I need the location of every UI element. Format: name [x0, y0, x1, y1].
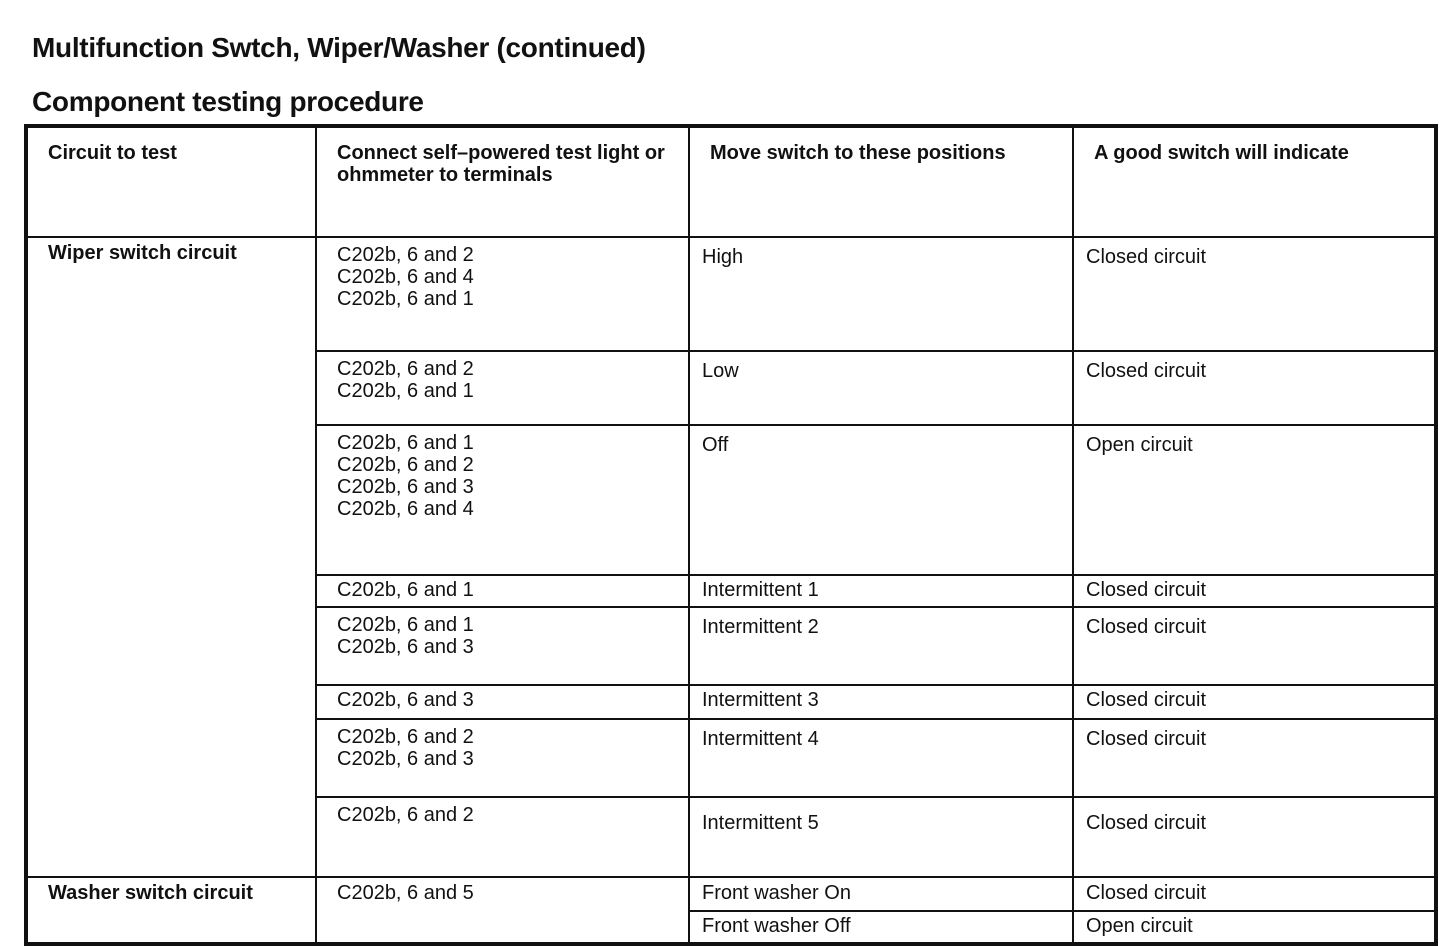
- terminal-pair: C202b, 6 and 1: [337, 614, 474, 636]
- terminals-cell: [316, 685, 689, 719]
- terminal-pair: C202b, 6 and 4: [337, 498, 474, 520]
- terminal-pair: C202b, 6 and 1: [337, 380, 474, 402]
- expected-result: Closed circuit: [1073, 607, 1436, 685]
- terminal-pair: C202b, 6 and 1: [337, 579, 474, 601]
- switch-position: Intermittent 1: [689, 575, 1073, 607]
- table-row: [26, 237, 1436, 351]
- expected-result: Closed circuit: [1073, 719, 1436, 797]
- switch-position: Front washer Off: [689, 911, 1073, 944]
- terminal-pair: C202b, 6 and 3: [337, 748, 474, 770]
- expected-result: Closed circuit: [1073, 877, 1436, 911]
- circuit-label: Wiper switch circuit: [48, 242, 237, 264]
- terminals-cell: [316, 351, 689, 425]
- terminal-pair: C202b, 6 and 4: [337, 266, 474, 288]
- header-switch-positions: Move switch to these positions: [689, 126, 1073, 237]
- expected-result: Closed circuit: [1073, 685, 1436, 719]
- table-header-row: [26, 126, 1436, 237]
- terminal-pair: C202b, 6 and 3: [337, 476, 474, 498]
- terminal-pair: C202b, 6 and 3: [337, 636, 474, 658]
- terminal-pair: C202b, 6 and 2: [337, 454, 474, 476]
- switch-position: Front washer On: [689, 877, 1073, 911]
- expected-result: Closed circuit: [1073, 797, 1436, 877]
- header-connect-terminals: Connect self–powered test light or ohmmeter to terminals: [316, 126, 689, 237]
- expected-result: Closed circuit: [1073, 575, 1436, 607]
- table-row: [26, 877, 1436, 911]
- terminal-pair: C202b, 6 and 2: [337, 804, 474, 826]
- circuit-label: Washer switch circuit: [48, 882, 253, 904]
- header-good-switch-indication: A good switch will indicate: [1073, 126, 1436, 237]
- circuit-wiper-switch: [26, 237, 316, 877]
- expected-result: Closed circuit: [1073, 351, 1436, 425]
- terminal-pair: C202b, 6 and 5: [337, 882, 474, 904]
- expected-result: Open circuit: [1073, 911, 1436, 944]
- terminals-cell: [316, 575, 689, 607]
- terminals-cell: [316, 877, 689, 944]
- terminals-cell: [316, 237, 689, 351]
- terminal-pair: C202b, 6 and 1: [337, 288, 474, 310]
- terminal-pair: C202b, 6 and 2: [337, 358, 474, 380]
- terminals-cell: [316, 797, 689, 877]
- switch-position: Off: [689, 425, 1073, 575]
- header-circuit-to-test: Circuit to test: [26, 126, 316, 237]
- expected-result: Open circuit: [1073, 425, 1436, 575]
- terminal-pair: C202b, 6 and 1: [337, 432, 474, 454]
- switch-position: Intermittent 2: [689, 607, 1073, 685]
- terminals-cell: [316, 719, 689, 797]
- switch-position: Intermittent 4: [689, 719, 1073, 797]
- circuit-washer-switch: [26, 877, 316, 944]
- page-title: Multifunction Swtch, Wiper/Washer (continued): [32, 32, 646, 63]
- switch-position: Intermittent 5: [689, 797, 1073, 877]
- switch-position: High: [689, 237, 1073, 351]
- switch-position: Low: [689, 351, 1073, 425]
- terminals-cell: [316, 607, 689, 685]
- switch-position: Intermittent 3: [689, 685, 1073, 719]
- expected-result: Closed circuit: [1073, 237, 1436, 351]
- section-title: Component testing procedure: [32, 86, 424, 117]
- component-testing-table: [24, 124, 1438, 946]
- terminal-pair: C202b, 6 and 2: [337, 244, 474, 266]
- terminals-cell: [316, 425, 689, 575]
- terminal-pair: C202b, 6 and 2: [337, 726, 474, 748]
- terminal-pair: C202b, 6 and 3: [337, 689, 474, 711]
